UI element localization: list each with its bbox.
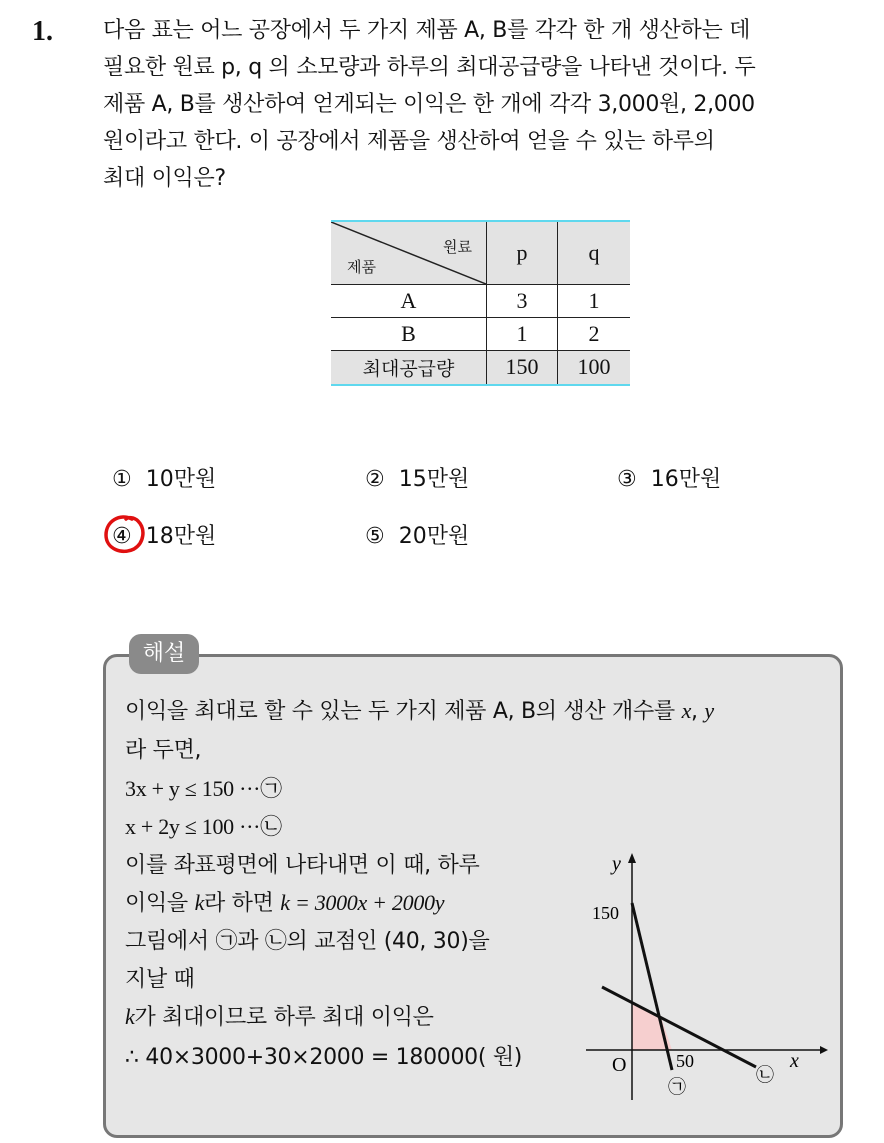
line-1-label: ㉠ [668,1077,686,1098]
column-header-p: p [487,221,558,285]
question-text [103,12,863,197]
x-axis-arrow [820,1046,828,1054]
materials-table [331,220,630,386]
cell: 1 [558,285,631,318]
question-line: 다음 표는 어느 공장에서 두 가지 제품 A, B를 각각 한 개 생산하는 데 [103,18,751,43]
solution-text: 이익을 최대로 할 수 있는 두 가지 제품 A, B의 생산 개수를 [125,699,675,724]
math-var: x [681,698,692,723]
choice-number: ⑤ [365,524,385,549]
choice-text: 10만원 [145,467,217,492]
solution-tag: 해설 [129,634,199,674]
column-header-q: q [558,221,631,285]
x-intercept-label: 50 [676,1051,694,1071]
choice-text: 18만원 [145,524,217,549]
solution-line: 지날 때 [125,967,195,992]
question-number: 1. [32,16,53,47]
x-label: x [790,1050,799,1072]
question-line: 원이라고 한다. 이 공장에서 제품을 생산하여 얻을 수 있는 하루의 [103,129,715,154]
question-line: 필요한 원료 p, q 의 소모량과 하루의 최대공급량을 나타낸 것이다. 두 [103,55,756,80]
choice-text: 16만원 [650,467,722,492]
corner-label-material: 원료 [443,238,472,256]
solution-text: 가 최대이므로 하루 최대 이익은 [134,1005,434,1030]
answer-circle-mark [102,513,148,557]
question-line: 제품 A, B를 생산하여 얻게되는 이익은 한 개에 각각 3,000원, 2,000 [103,92,755,117]
row-label-a: A [331,285,487,318]
solution-line [125,1000,434,1031]
choice-3[interactable] [617,462,721,493]
row-label-b: B [331,318,487,351]
profit-equation: k = 3000x + 2000y [280,890,445,915]
line-2-label: ㉡ [756,1065,774,1086]
choice-number: ③ [617,467,637,492]
choice-text: 20만원 [398,524,470,549]
question-line: 최대 이익은? [103,166,226,191]
math-var: y [704,698,714,723]
row-label-max-supply: 최대공급량 [331,351,487,385]
inequality-2: x + 2y ≤ 100 ···㉡ [125,814,282,839]
choice-number: ② [365,467,385,492]
choice-5[interactable] [365,519,469,550]
choice-text: 15만원 [398,467,470,492]
y-label: y [612,853,621,875]
inequality-1: 3x + y ≤ 150 ···㉠ [125,776,282,801]
solution-line [125,886,444,917]
solution-result: ∴ 40×3000+30×2000 = 180000( 원) [125,1045,523,1070]
feasible-region-graph [580,845,830,1105]
choice-number: ① [112,467,132,492]
choice-2[interactable] [365,462,469,493]
math-var: k [125,1004,135,1029]
solution-line: 이를 좌표평면에 나타내면 이 때, 하루 [125,853,480,878]
y-intercept-label: 150 [592,903,619,923]
cell: 3 [487,285,558,318]
origin-label: O [612,1054,627,1076]
choice-1[interactable] [112,462,216,493]
cell: 1 [487,318,558,351]
cell: 2 [558,318,631,351]
y-axis-arrow [628,853,636,863]
choice-number: ④ [112,524,132,549]
solution-text: 라 하면 [204,891,274,916]
solution-line: 이익을 최대로 할 수 있는 두 가지 제품 A, B의 생산 개수를 x, y [125,698,714,724]
solution-text: 이익을 [125,891,188,916]
solution-line: 그림에서 ㉠과 ㉡의 교점인 (40, 30)을 [125,929,490,954]
table-corner-cell [331,221,487,285]
solution-line: 라 두면, [125,738,202,763]
cell: 150 [487,351,558,385]
math-var: k [194,890,205,915]
corner-label-product: 제품 [347,258,376,276]
cell: 100 [558,351,631,385]
